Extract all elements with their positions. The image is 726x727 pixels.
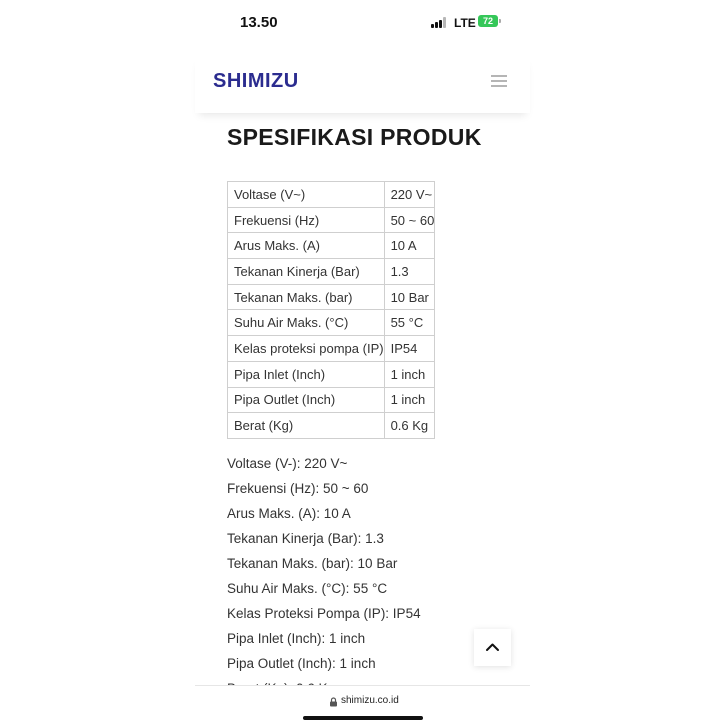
spec-value: 220 V~ [384,182,435,208]
spec-table-row [228,336,435,362]
spec-list-item: Voltase (V-): 220 V~ [227,456,348,471]
spec-value: 10 Bar [384,284,435,310]
network-type: LTE [454,16,476,30]
spec-list-item: Pipa Outlet (Inch): 1 inch [227,656,376,671]
spec-table-row [228,387,435,413]
spec-list-item: Frekuensi (Hz): 50 ~ 60 [227,481,369,496]
spec-label: Arus Maks. (A) [228,233,385,259]
spec-table-row [228,284,435,310]
chevron-up-icon [474,629,511,666]
spec-table-row [228,361,435,387]
page-title: SPESIFIKASI PRODUK [227,124,482,150]
spec-list-item: Kelas Proteksi Pompa (IP): IP54 [227,606,421,621]
spec-list-item: Pipa Inlet (Inch): 1 inch [227,631,366,646]
spec-label: Pipa Outlet (Inch) [228,387,385,413]
lock-icon [329,697,338,707]
spec-table-row [228,259,435,285]
spec-label: Kelas proteksi pompa (IP) [228,336,385,362]
spec-label: Pipa Inlet (Inch) [228,361,385,387]
spec-label: Frekuensi (Hz) [228,207,385,233]
spec-label: Berat (Kg) [228,413,385,439]
spec-label: Suhu Air Maks. (°C) [228,310,385,336]
spec-value: 10 A [384,233,435,259]
spec-list-item: Suhu Air Maks. (°C): 55 °C [227,581,388,596]
spec-value: 55 °C [384,310,435,336]
browser-bottom-bar [195,685,530,727]
site-header [195,55,530,113]
spec-label: Tekanan Kinerja (Bar) [228,259,385,285]
spec-table-row [228,207,435,233]
spec-table-row [228,182,435,208]
spec-label: Tekanan Maks. (bar) [228,284,385,310]
spec-table-row [228,413,435,439]
status-bar [195,0,530,44]
spec-value: 50 ~ 60 [384,207,435,233]
spec-value: 1.3 [384,259,435,285]
spec-value: 1 inch [384,387,435,413]
status-time: 13.50 [240,14,278,31]
battery-cap [499,19,501,23]
hamburger-menu-icon[interactable] [491,75,507,87]
spec-table [227,181,435,439]
url-label[interactable]: shimizu.co.id [341,695,399,706]
spec-list-item: Arus Maks. (A): 10 A [227,506,351,521]
spec-table-row [228,233,435,259]
spec-table-row [228,310,435,336]
spec-value: 0.6 Kg [384,413,435,439]
spec-list-item: Tekanan Maks. (bar): 10 Bar [227,556,398,571]
spec-label: Voltase (V~) [228,182,385,208]
scroll-to-top-button[interactable] [474,629,511,666]
home-indicator[interactable] [303,716,423,720]
spec-value: 1 inch [384,361,435,387]
shimizu-logo[interactable]: SHIMIZU [213,70,299,92]
spec-list-item: Tekanan Kinerja (Bar): 1.3 [227,531,384,546]
spec-value: IP54 [384,336,435,362]
battery-icon: 72 [478,15,498,27]
cellular-signal-icon [431,17,449,28]
